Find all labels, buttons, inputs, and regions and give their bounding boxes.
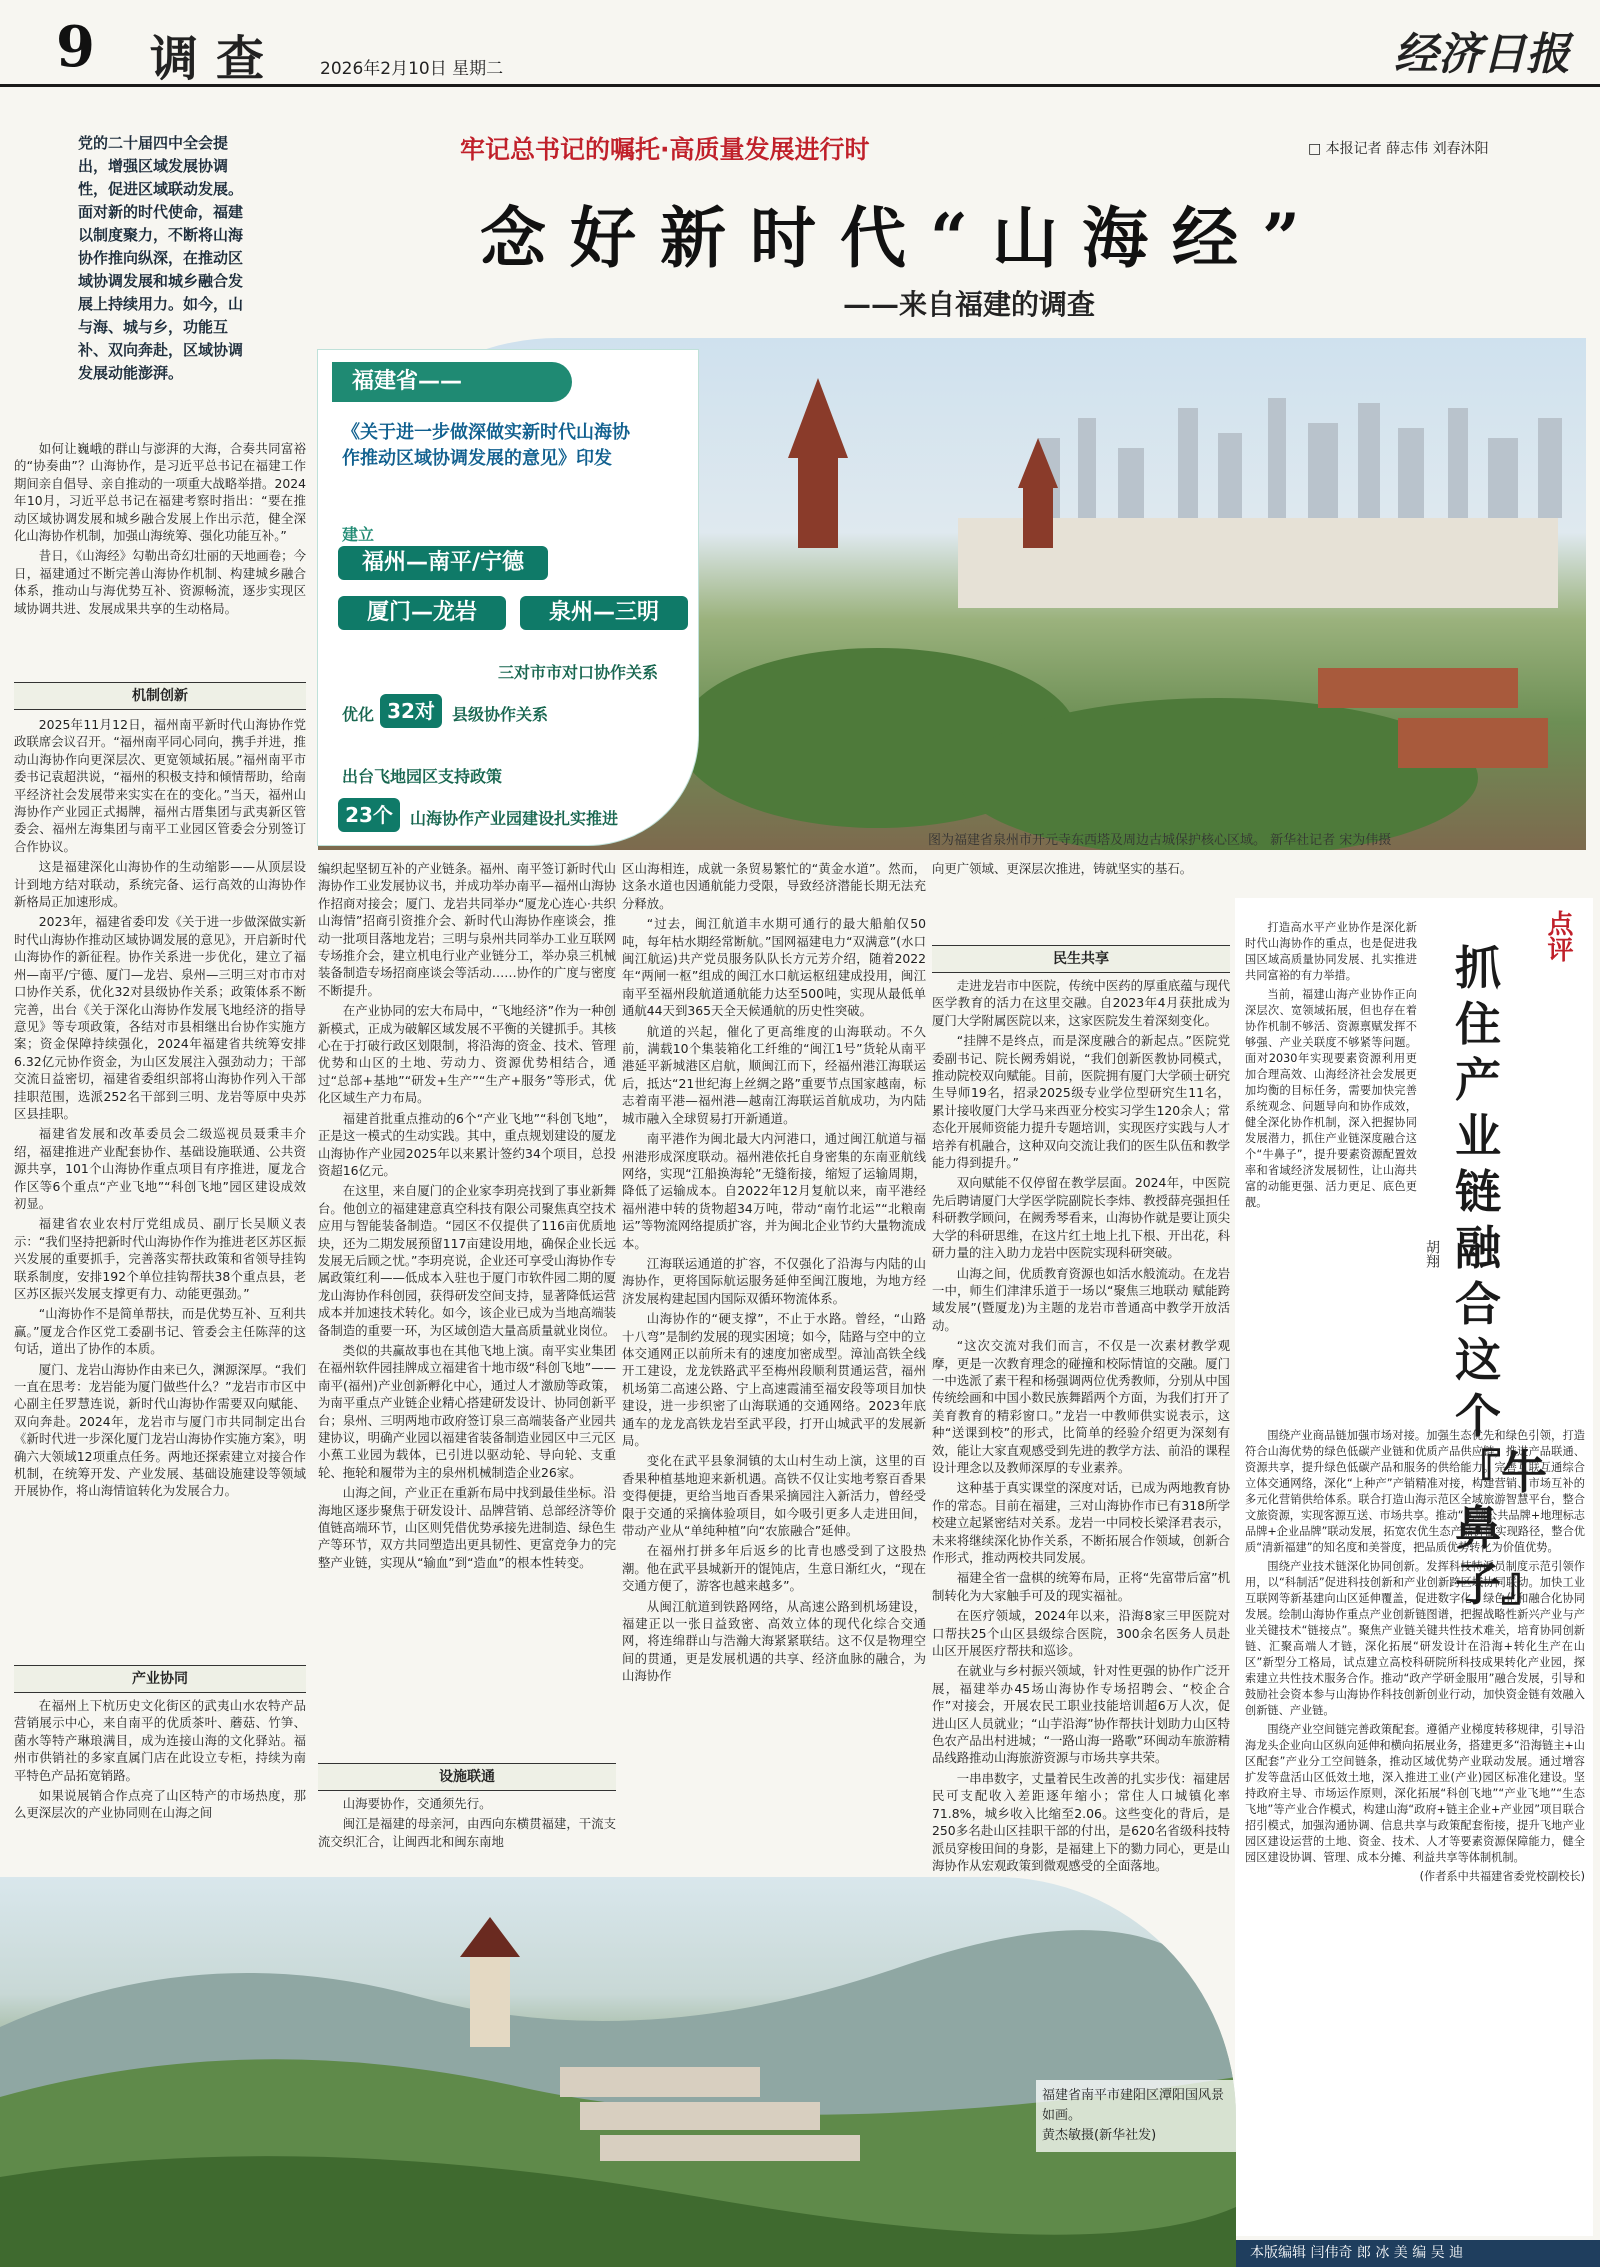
paragraph: 在医疗领域，2024年以来，沿海8家三甲医院对口帮扶25个山区县级综合医院，300余名医务人员赴山区开展医疗帮扶和巡诊。: [932, 1608, 1230, 1659]
commentary-body: [1245, 1428, 1585, 2208]
pair-xiamen-longyan: 厦门—龙岩: [338, 596, 506, 630]
pair-quanzhou-sanming: 泉州—三明: [520, 596, 688, 630]
build-label: 建立: [342, 525, 375, 544]
landscape-illustration: [0, 1877, 1236, 2267]
bottom-photo-credit: 黄杰敏摄(新华社发): [1042, 2128, 1157, 2143]
paragraph: 山海协作的“硬支撑”，不止于水路。曾经，“山路十八弯”是制约发展的现实困境；如今，陆路与空中的立体交通网正以前所未有的速度加密成型。漳汕高铁全线开工建设，龙龙铁路武平至梅州段顺利贯通运营，福州机场第二高速公路、宁上高速霞浦至福安段等项目加快建设，进一步织密了山海联通的交通网络。2023年底通车的龙龙高铁龙岩至武平段，打开山城武平的发展新局。: [622, 1311, 926, 1448]
column-1-body: [14, 716, 306, 1660]
reporters-byline: □ 本报记者 薛志伟 刘春沐阳: [1308, 141, 1489, 157]
paragraph: 如果说展销合作点亮了山区特产的市场热度，那么更深层次的产业协同则在山海之间: [14, 1788, 306, 1821]
county-pair-count: 32对: [380, 694, 442, 728]
paragraph: 打造高水平产业协作是深化新时代山海协作的重点，也是促进我国区域高质量协同发展、扎实推进共同富裕的有力举措。: [1245, 921, 1417, 982]
section-heading-livelihood: 民生共享: [932, 945, 1230, 973]
paragraph: 福建省农业农村厅党组成员、副厅长吴顺义表示：“我们坚持把新时代山海协作作为推进老区苏区振兴发展的重要抓手，完善落实帮扶政策和省领导挂钩联系制度，安排192个单位挂钩帮扶38个重点县，老区苏区振兴发展支撑更有力、动能更强劲。”: [14, 1216, 306, 1301]
paragraph: “这次交流对我们而言，不仅是一次素材教学观摩，更是一次教育理念的碰撞和校际情谊的交融。厦门一中选派了素干程和杨强调两位优秀教师，分别从中国传统绘画和中国小数民族舞蹈两个方面，为我们打开了美育教育的精彩窗口。”龙岩一中教师供实说表示，这种“送课到校”的形式，比简单的经验介绍更为深刻有效，能让大家直观感受到先进的教学方法、前沿的课程设计理念以及教师深厚的专业素养。: [932, 1338, 1230, 1475]
paragraph: 南平港作为闽北最大内河港口，通过闽江航道与福州港形成深度联动。福州港依托自身密集的东南亚航线网络，实现“江船换海轮”无缝衔接，缩短了运输周期，降低了运输成本。自2022年12月复航以来，南平港经福州港中转的货物超34万吨，带动“南竹北运”“北粮南运”等物流网络提质扩容，并为闽北企业节约大量物流成本。: [622, 1131, 926, 1251]
commentary-author: 胡翔: [1424, 1240, 1440, 1268]
paragraph: 航道的兴起，催化了更高维度的山海联动。不久前，满载10个集装箱化工纤维的“闽江1号”货轮从南平港延平新城港区启航，顺闽江而下，经福州港江海联运后，抵达“21世纪海上丝绸之路”重要节点国家越南，标志着南平港—福州港—越南江海联运首航成功，为内陆城市融入全球贸易打开新通道。: [622, 1023, 926, 1126]
column-3-body: [622, 860, 926, 1875]
paragraph: 双向赋能不仅停留在教学层面。2024年，中医院先后聘请厦门大学医学院副院长李炜、教授薛亮强担任科研教学顾问，在阙秀琴看来，山海协作就是要让顶尖大学的科研思维，在这片红土地上扎下根、开出花，科研力量的注入助力龙岩中医院实现科研突破。: [932, 1175, 1230, 1261]
paragraph: 变化在武平县象洞镇的太山村生动上演，这里的百香果种植基地迎来新机遇。高铁不仅让实地考察百香果变得便捷，更给当地百香果采摘园注入新活力，曾经受限于交通的采摘体验项目，如今吸引更多人走进田间，带动产业从“单纯种植”向“农旅融合”延伸。: [622, 1453, 926, 1539]
hero-caption: [928, 829, 1391, 848]
section-heading-mechanism: 机制创新: [14, 682, 306, 710]
pairs-label: 三对市市对口协作关系: [498, 663, 659, 682]
column-2-bottom: [318, 1795, 616, 1875]
paragraph: 一串串数字，丈量着民生改善的扎实步伐：福建居民可支配收入差距逐年缩小；常住人口城镇化率71.8%，城乡收入比缩至2.06。这些变化的背后，是250多名赴山区挂职干部的付出，是620名省级科技特派员穿梭田间的身影，是福建上下的勠力同心，更是山海协作从宏观政策到微观感受的全面落地。: [932, 1770, 1230, 1873]
paragraph: 福建首批重点推动的6个“产业飞地”“科创飞地”，正是这一模式的生动实践。其中，重点规划建设的厦龙山海协作产业园2025年以来累计签约34个项目，总投资超16亿元。: [318, 1110, 616, 1178]
commentary-byline: (作者系中共福建省委党校副校长): [1419, 1870, 1585, 1883]
paragraph: 向更广领域、更深层次推进，铸就坚实的基石。: [932, 861, 1193, 876]
date: 2026年2月10日: [320, 59, 447, 79]
paragraph: 在就业与乡村振兴领域，针对性更强的协作广泛开展，福建举办45场山海协作专场招聘会、“校企合作”对接会，开展农民工职业技能培训超6万人次，促进山区人员就业；“山芋沿海”协作帮扶计划助力山区特色农产品出村进城；“一路山海一路歌”环闽动车旅游精品线路推动山海旅游资源与市场共享共荣。: [932, 1663, 1230, 1766]
paragraph: 走进龙岩市中医院，传统中医药的厚重底蕴与现代医学教育的活力在这里交融。自2023年4月获批成为厦门大学附属医院以来，这家医院发生着深刻变化。: [932, 978, 1230, 1028]
paragraph: 区山海相连，成就一条贸易繁忙的“黄金水道”。然而，这条水道也因通航能力受限，导致经济潜能长期无法充分释放。: [622, 861, 926, 911]
paragraph: 山海要协作，交通须先行。: [342, 1796, 492, 1811]
paragraph: “山海协作不是简单帮扶，而是优势互补、互利共赢。”厦龙合作区党工委副书记、管委会主任陈萍的这句话，道出了协作的本质。: [14, 1306, 306, 1357]
paragraph: 这种基于真实课堂的深度对话，已成为两地教育协作的常态。目前在福建，三对山海协作市已有318所学校建立起紧密结对关系。龙岩一中同校长梁泽君表示，未来将继续深化协作关系，不断拓展合作领域，创新合作形式，推动两校共同发展。: [932, 1480, 1230, 1565]
paragraph: 当前，福建山海产业协作正向深层次、宽领域拓展，但也存在着协作机制不够活、资源禀赋发挥不够强、产业关联度不够紧等问题。面对2030年实现要素资源利用更加合理高效、山海经济社会发展更加均衡的目标任务，需要加快完善系统观念、问题导向和协作成效，健全深化协作机制，深入把握协同发展潜力，抓住产业链深度融合这个“牛鼻子”，提升要素资源配置效率和省域经济发展韧性，让山海共富的动能更强、活力更足、底色更靓。: [1245, 988, 1417, 1209]
paragraph: 闽江是福建的母亲河，由西向东横贯福建，干流支流交织汇合，让闽西北和闽东南地: [318, 1816, 616, 1849]
column-banner: 牢记总书记的嘱托·高质量发展进行时: [460, 135, 870, 164]
infographic-tag: 福建省——: [332, 362, 572, 402]
paragraph: 围绕产业空间链完善政策配套。遵循产业梯度转移规律，引导沿海龙头企业向山区纵向延伸和横向拓展业务，搭建更多“沿海链主+山区配套”产业分工空间链条，推动区域优势产业联动发展。通过增容扩发等盘活山区低效土地，深入推进工业(产业)园区标准化建设。坚持政府主导、市场运作原则，深化拓展“科创飞地”“产业飞地”“生态飞地”等产业合作模式，构建山海“政府+链主企业+产业园”项目联合招引模式，加强沟通协调、信息共享与政策配套衔接，提升飞地产业园区建设运营的土地、资金、技术、人才等要素资源保障能力，健全园区建设协调、管理、成本分摊、利益共享等体制机制。: [1245, 1723, 1585, 1864]
paragraph: 在福州打拼多年后返乡的比青也感受到了这股热潮。他在武平县城新开的馄饨店，生意日渐红火，“现在交通方便了，游客也越来越多”。: [622, 1543, 926, 1594]
commentary-intro: [1245, 920, 1417, 1420]
sub-headline: ——来自福建的调查: [843, 288, 1096, 321]
bottom-photo-caption: [1036, 2080, 1238, 2152]
paragraph: 围绕产业技术链深化协同创新。发挥科技特派员制度示范引领作用，以“科制活”促进科技创新和产业创新跨区域协同联动。加快工业互联网等新基建向山区延伸覆盖，促进数字化、绿色化和融合化协同发展。绘制山海协作重点产业创新链图谱，把握战略性新兴产业与产业关键技术“链接点”。聚焦产业链关键共性技术难关，培育协同创新链、汇聚高端人才链，深化拓展“研发设计在沿海+转化生产在山区”新型分工格局，试点建立高校科研院所科技成果转化产业园，探索建立共性技术服务合作。推动“政产学研金服用”融合发展，引导和鼓励社会资本参与山海协作科技创新创业行动，加快资金链有效融入创新链、产业链。: [1245, 1560, 1585, 1717]
paragraph: 福建省发展和改革委员会二级巡视员聂秉丰介绍，福建推进产业配套协作、基础设施联通、公共资源共享，101个山海协作重点项目有序推进，厦龙合作区等6个重点“产业飞地”“科创飞地”园区建设成效初显。: [14, 1126, 306, 1211]
lead-paragraph: 党的二十届四中全会提出，增强区域发展协调性，促进区域联动发展。面对新的时代使命，福建以制度聚力，不断将山海协作推向纵深，在推动区域协调发展和城乡融合发展上持续用力。如今，山与海、城与乡，功能互补、双向奔赴，区域协调发展动能澎湃。: [78, 134, 244, 382]
park-label: 山海协作产业园建设扎实推进: [410, 809, 619, 828]
paragraph: 在福州上下杭历史文化街区的武夷山水农特产品营销展示中心，来自南平的优质茶叶、蘑菇、竹笋、菌水等特产琳琅满目，成为连接山海的文化驿站。福州市供销社的多家直属门店在此设立专柜，持续为南平特色产品拓宽销路。: [14, 1698, 306, 1783]
weekday: 星期二: [452, 59, 504, 79]
page-number: 9: [56, 14, 95, 80]
column-2-body: [318, 860, 616, 1760]
section-heading-industry: 产业协同: [14, 1665, 306, 1693]
paragraph: 江海联运通道的扩容，不仅强化了沿海与内陆的山海协作，更将国际航运服务延伸至闽江腹地，为地方经济发展构建起国内国际双循环物流体系。: [622, 1255, 926, 1306]
paragraph: 福建全省一盘棋的统筹布局，正将“先富带后富”机制转化为大家触手可及的现实福祉。: [932, 1570, 1230, 1603]
main-headline: 念好新时代“山海经”: [480, 199, 1324, 277]
paragraph: 类似的共赢故事也在其他飞地上演。南平实业集团在福州软件园挂牌成立福建省十地市级“科创飞地”——南平(福州)产业创新孵化中心，通过人才激励等政策，为南平重点产业链企业精心搭建研发设计、协同创新平台；泉州、三明两地市政府签订泉三高端装备产业园共建协议，明确产业园以福建省装备制造业园区中三元区小蕉工业园为载体，已引进以驱动轮、导向轮、支重轮、拖轮和履带为主的泉州机械制造企业26家。: [318, 1342, 616, 1480]
editor-footer: 本版编辑 闫伟奇 郎 冰 美 编 吴 迪: [1236, 2240, 1600, 2267]
paragraph: 山海之间，优质教育资源也如活水般流动。在龙岩一中，师生们津津乐道于一场以“聚焦三地联动 赋能跨域发展”(暨厦龙)为主题的龙岩市普通高中教学开放活动。: [932, 1265, 1230, 1333]
paragraph: 从闽江航道到铁路网络，从高速公路到机场建设，福建正以一张日益致密、高效立体的现代化综合交通网，将连绵群山与浩瀚大海紧紧联结。这不仅是物理空间的贯通，更是发展机遇的共享、经济血脉的融合，为山海协作: [622, 1598, 926, 1684]
column-4-top: [932, 860, 1230, 940]
optimize-label: 优化: [342, 705, 375, 724]
section-title: 调查: [150, 31, 283, 87]
landscape-photo: [0, 1877, 1236, 2267]
paragraph: 围绕产业商品链加强市场对接。加强生态优先和绿色引领，打造符合山海优势的绿色低碳产业链和优质产品供应链，推进产品联通、资源共享，提升绿色低碳产品和服务的供给能力。完善互联互通综合立体交通网络，深化“上种产”产销精准对接，构建营销、市场互补的多元化营销供给体系。联合打造山海示范区全域旅游智慧平台，整合文旅资源，实现客源互送、市场共享。推动“区域公共品牌+地理标志品牌+企业品牌”联动发展，拓宽农优生态产品价值实现路径，整合优质“清新福建”的知名度和美誉度，把品质优势转化为价值优势。: [1245, 1429, 1585, 1554]
paragraph: 这是福建深化山海协作的生动缩影——从顶层设计到地方结对联动，系统完备、运行高效的山海协作新格局正加速形成。: [14, 859, 306, 910]
paragraph: 昔日，《山海经》勾勒出奇幻壮丽的天地画卷；今日，福建通过不断完善山海协作机制、构建城乡融合体系，推动山与海优势互补、资源畅流，逐步实现区域协调共进、发展成果共享的生动格局。: [14, 548, 306, 616]
county-pair-label: 县级协作关系: [452, 705, 549, 724]
pair-fuzhou-nanping: 福州—南平/宁德: [338, 546, 548, 580]
column-1-intro: [14, 440, 306, 678]
paragraph: “过去，闽江航道丰水期可通行的最大船舶仅50吨，每年枯水期经常断航。”国网福建电力“双满意”(水口闽江航运)共产党员服务队队长方元芳介绍，随着2022年“两闸一枢”组成的闽江水口航运枢纽建成投用，闽江南平至福州段航道通航能力达至500吨，实现从最低单通航44天到365天全天候通航的历史性突破。: [622, 916, 926, 1019]
infographic-title: 《关于进一步做深做实新时代山海协作推动区域协调发展的意见》印发: [342, 422, 630, 469]
paragraph: 山海之间，产业正在重新布局中找到最佳坐标。沿海地区逐步聚焦于研发设计、品牌营销、总部经济等价值链高端环节，山区则凭借优势承接先进制造、绿色生产等环节，双方共同塑造出更具韧性、更富竞争力的完整产业链，实现从“输血”到“造血”的根本性转变。: [318, 1485, 616, 1570]
newspaper-logo: 经济日报: [1394, 29, 1570, 80]
park-count: 23个: [338, 798, 400, 832]
commentary-label: 点评: [1543, 910, 1573, 962]
hero-caption-text: 图为福建省泉州市开元寺东西塔及周边古城保护核心区域。: [928, 833, 1267, 848]
issue-date: [320, 54, 503, 79]
section-heading-infrastructure: 设施联通: [318, 1763, 616, 1791]
hero-photo-credit: 新华社记者 宋为伟摄: [1270, 833, 1392, 848]
paragraph: 在产业协同的宏大布局中，“飞地经济”作为一种创新模式，正成为破解区域发展不平衡的关键抓手。其核心在于打破行政区划限制，将沿海的资金、技术、管理优势和山区的土地、劳动力、资源优势相结合，通过“总部+基地”“研发+生产”“生产+服务”等形式，优化区域生产力布局。: [318, 1003, 616, 1106]
paragraph: “挂牌不是终点，而是深度融合的新起点。”医院党委副书记、院长阙秀娟说，“我们创新医教协同模式，推动院校双向赋能。目前，医院拥有厦门大学硕士研究生导师19名，招录2025级专业学位型研究生11名，累计接收厦门大学马来西亚分校实习学生120余人；常态化开展师资能力提升专题培训，实现医疗实践与人才培养有机融合，这种双向交流让我们的医生队伍和教学能力得到提升。”: [932, 1033, 1230, 1171]
policy-label: 出台飞地园区支持政策: [342, 767, 503, 786]
paragraph: 编织起坚韧互补的产业链条。福州、南平签订新时代山海协作工业发展协议书，并成功举办南平—福州山海协作招商对接会；厦门、龙岩共同举办“厦龙心连心·共织山海情”招商引资推介会、新时代山海协作座谈会，推动一批项目落地龙岩；三明与泉州共同举办工业互联网专场推介会，建立机电行业产业链分工，举办泉三机械装备制造专场招商座谈会等活动……协作的广度与密度不断提升。: [318, 861, 616, 998]
bottom-caption-text: 福建省南平市建阳区潭阳国风景如画。: [1042, 2088, 1225, 2123]
commentary-title: 抓住产业链融合这个『牛鼻子』: [1455, 941, 1547, 1611]
column-1-bottom: [14, 1697, 306, 1875]
paragraph: 2023年，福建省委印发《关于进一步做深做实新时代山海协作推动区域协调发展的意见》，开启新时代山海协作的新征程。协作关系进一步优化，建立了福州—南平/宁德、厦门—龙岩、泉州—三明三对市市对口协作关系，优化32对县级协作关系；政策体系不断完善，出台《关于深化山海协作发展飞地经济的指导意见》等专项政策，各结对市县相继出台协作实施方案；资金保障持续强化，2024年福建省共统筹安排6.32亿元协作资金，为山区发展注入强劲动力；干部交流日益密切，福建省委组织部将山海协作列入干部挂职范围，选派252名干部到三明、龙岩等原中央苏区县挂职。: [14, 914, 306, 1121]
paragraph: 2025年11月12日，福州南平新时代山海协作党政联席会议召开。“福州南平同心同向，携手并进，推动山海协作向更深层次、更宽领域拓展。”福州南平市委书记袁超洪说，“福州的积极支持和倾情帮助，给南平经济社会发展带来实实在在的变化。”当天，福州山海协作产业园正式揭牌，福州古厝集团与武夷新区管委会、福州左海集团与南平工业园区管委会分别签订合作协议。: [14, 717, 306, 854]
paragraph: 厦门、龙岩山海协作由来已久，渊源深厚。“我们一直在思考：龙岩能为厦门做些什么？”龙岩市市区中心副主任罗慧连说，新时代山海协作需要双向赋能、双向奔赴。2024年，龙岩市与厦门市共同制定出台《新时代进一步深化厦门龙岩山海协作实施方案》，明确六大领域12项重点任务。两地还探索建立对接合作机制，在统筹开发、产业发展、基础设施建设等领域开展协作，将山海情谊转化为发展合力。: [14, 1361, 306, 1499]
paragraph: 在这里，来自厦门的企业家李玥亮找到了事业新舞台。他创立的福建建意真空科技有限公司聚焦真空技术应用与智能装备制造。“园区不仅提供了116亩优质地块，还为二期发展预留117亩建设用地，确保企业长远发展无后顾之忧。”李玥亮说，企业还可享受山海协作专属政策红利——低成本入驻也于厦门市软件园二期的厦龙山海协作科创园，获得研发空间支持，显著降低运营成本并加速技术转化。如今，该企业已成为当地高端装备制造的重要一环，为区域创造大量高质量就业岗位。: [318, 1183, 616, 1338]
paragraph: 如何让巍峨的群山与澎湃的大海，合奏共同富裕的“协奏曲”？山海协作，是习近平总书记在福建工作期间亲自倡导、亲自推动的一项重大战略举措。2024年10月，习近平总书记在福建考察时指出：“要在推动区域协调发展和城乡融合发展上作出示范，健全深化山海协作机制，加强山海统筹、强化功能互补。”: [14, 441, 306, 544]
